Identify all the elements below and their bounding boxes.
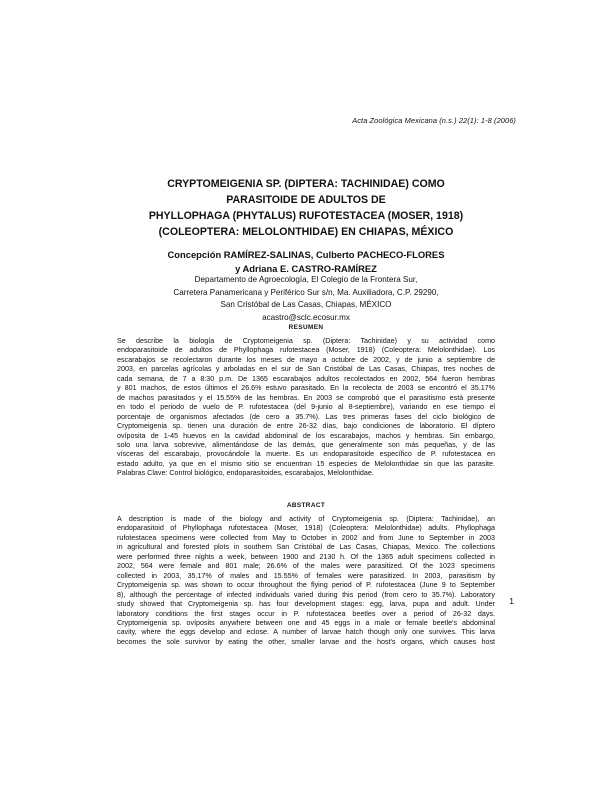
affiliation <box>100 274 512 324</box>
text-line: were performed three nights a week, between 1900 and 2130 h. Of the 1365 adult specimens collected in <box>117 552 495 561</box>
text-line: 8), although the percentage of infected individuals varied during this period (from cero to 35.7%). Laboratory <box>117 590 495 599</box>
page-number: 1 <box>509 596 514 606</box>
title-line: PHYLLOPHAGA (PHYTALUS) RUFOTESTACEA (MOSER, 1918) <box>148 210 464 222</box>
text-line: Cryptomeigenia sp. tienen una duración de entre 26-32 días, bajo condiciones de laboratorio. El díptero <box>117 422 495 431</box>
resumen-heading: RESUMEN <box>288 324 324 331</box>
text-line: y 801 machos, de estos últimos el 26.6% estuvo parasitado. En la recolecta de 2003 se encontró el 35.17% <box>117 384 495 393</box>
affiliation-line: Carretera Panamericana y Periférico Sur s/n, Ma. Auxiliadora, C.P. 29290, <box>173 287 439 297</box>
text-line: study showed that Cryptomeigenia sp. has four development stages: egg, larva, pupa and adult. Under <box>117 600 495 609</box>
affiliation-line: San Cristóbal de Las Casas, Chiapas, MÉXICO <box>220 300 392 310</box>
text-line: Cryptomeigenia sp. ovíposits anywhere between one and 45 eggs in a male or female beetle's abdominal <box>117 618 495 627</box>
author-line: y Adriana E. CASTRO-RAMÍREZ <box>235 263 377 274</box>
article-title <box>100 176 512 240</box>
text-line: Palabras Clave: Control biológico, endoparasitoides, escarabajos, Melolonthidae. <box>117 469 374 478</box>
resumen-body <box>117 337 495 479</box>
text-line: Se describe la biología de Cryptomeigenia sp. (Diptera: Tachinidae) y su actividad como <box>117 337 495 345</box>
text-line: cada semana, de 7 a 8:30 p.m. De 1365 escarabajos adultos recolectados en 2002, 564 fueron hembras <box>117 374 495 383</box>
text-line: rufotestacea specimens were collected from May to October in 2002 and from June to September in 2003 <box>117 533 495 542</box>
text-line: 2003, en parcelas agrícolas y arboladas en el sur de San Cristóbal de Las Casas, Chiapas, tres noches de <box>117 365 495 374</box>
text-line: in agricultural and forested plots in southern San Cristóbal de Las Casas, Chiapas, Mexico. The collections <box>117 543 495 552</box>
text-line: ovíposita de 1-45 huevos en la cavidad abdominal de los escarabajos, machos y hembras. Sin embargo, <box>117 431 495 440</box>
author-line: Concepción RAMÍREZ-SALINAS, Culberto PACHECO-FLORES <box>167 249 445 260</box>
text-line: cavity, where the eggs develop and eclose. A number of larvae hatch though only one survives. This larva <box>117 628 495 637</box>
text-line: Cryptomeigenia sp. was shown to occur throughout the flying period of P. rufotestacea (June 9 to September <box>117 581 495 590</box>
text-line: escarabajos se recolectaron durante los meses de mayo a octubre de 2002, y de junio a septiembre de <box>117 355 495 364</box>
text-line: vísceras del escarabajo, provocándole la muerte. Es un endoparasitoide específico de P. rufotestacea en <box>117 450 495 459</box>
text-line: en todo el periodo de vuelo de P. rufotestacea (del 9-junio al 8-septiembre), variando en ese tiempo el <box>117 403 495 412</box>
text-line: solo una larva sobrevive, alimentándose de las demás, que generalmente son más pequeñas, y de las <box>117 440 495 449</box>
affiliation-line: Departamento de Agroecología, El Colegio de la Frontera Sur, <box>194 275 418 284</box>
title-line: (COLEOPTERA: MELOLONTHIDAE) EN CHIAPAS, MÉXICO <box>158 226 454 238</box>
text-line: 2002, 564 were female and 801 male; 26.6% of the males were parasitized. Of the 1023 specimens <box>117 562 495 571</box>
text-line: collected in 2003, 35.17% of males and 15.55% of females were parasitized. In 2003, parasitism by <box>117 571 495 580</box>
journal-citation: Acta Zoológica Mexicana (n.s.) 22(1): 1-8 (2006) <box>352 116 516 125</box>
abstract-heading: ABSTRACT <box>286 502 326 509</box>
title-line: CRYPTOMEIGENIA SP. (DIPTERA: TACHINIDAE) COMO <box>167 178 445 190</box>
text-line: endoparasitoid of Phyllophaga rufotestacea (Moser, 1918) (Coleoptera: Melolonthidae) adults. Phyllophaga <box>117 524 495 533</box>
author-email: acastro@sclc.ecosur.mx <box>262 312 350 322</box>
author-list <box>100 248 512 276</box>
title-line: PARASITOIDE DE ADULTOS DE <box>226 194 386 206</box>
text-line: becomes the sole survivor by eating the other, smaller larvae and the host's organs, which causes host <box>117 637 495 646</box>
text-line: endoparasitoide de adultos de Phyllophaga rufotestacea (Moser, 1918) (Coleoptera: Melolonthidae). Los <box>117 346 495 355</box>
text-line: laboratory conditions the first stages occur in P. rufotestacea beetles over a period of 26-32 days. <box>117 609 495 618</box>
text-line: estado adulto, ya que en el mismo sitio se encuentran 15 especies de Melolonthidae sin que las parasite. <box>117 459 495 468</box>
text-line: porcentaje de organismos afectados (de cero a 35.7%). Las tres primeras fases del ciclo biológico de <box>117 412 495 421</box>
text-line: A description is made of the biology and activity of Cryptomeigenia sp. (Diptera: Tachinidae), an <box>117 515 495 523</box>
text-line: de machos parasitados y el 15.55% de las hembras. En 2003 se comprobó que el parasitismo está presente <box>117 393 495 402</box>
abstract-body <box>117 515 495 647</box>
